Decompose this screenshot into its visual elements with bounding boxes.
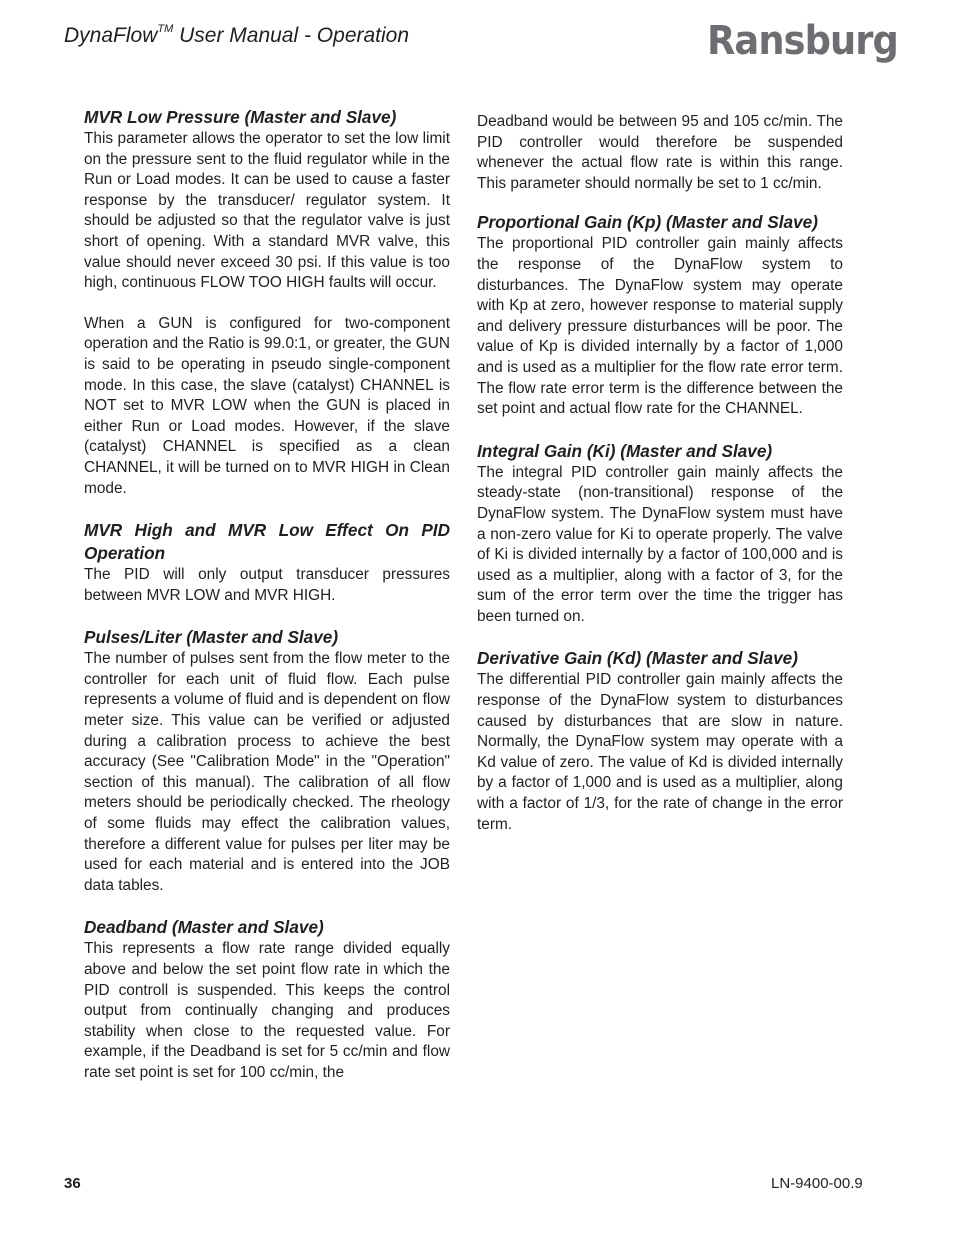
left-column xyxy=(84,106,450,1084)
continued-paragraph: Deadband would be between 95 and 105 cc/min. The PID controller would therefore be suspended whenever the actual flow rate is within this range. This parameter should normally be set to 1 cc/min. xyxy=(477,113,843,192)
trademark-mark: TM xyxy=(157,23,174,35)
section-heading: Proportional Gain (Kp) (Master and Slave) xyxy=(477,212,818,233)
section-paragraph: The proportional PID controller gain mainly affects the response of the DynaFlow system to disturbances. The DynaFlow system may operate with Kp at zero, however response to material supply and delivery pressure disturbances will be poor. The value of Kp is divided internally by a factor of 1,000 and is used as a multiplier for the flow rate error term. The flow rate error term is the difference between the set point and actual flow rate for the CHANNEL. xyxy=(477,235,843,418)
ransburg-logo: Ransburg xyxy=(707,18,898,64)
document-number: LN-9400-00.9 xyxy=(771,1175,863,1192)
section-paragraph: When a GUN is configured for two-component operation and the Ratio is 99.0:1, or greater, the GUN is said to be operating in pseudo single-component mode. In this case, the slave (catalyst) CHANNEL is NOT set to MVR LOW when the GUN is placed in either Run or Load modes. However, if the slave (catalyst) CHANNEL is specified as a clean CHANNEL, it will be turned on to MVR HIGH in Clean mode. xyxy=(84,314,450,497)
section-paragraph: This represents a flow rate range divided equally above and below the set point flow rate in which the PID controll is suspended. This keeps the control output from continually changing and produces stability when close to the requested value. For example, if the Deadband is set for 5 cc/min and flow rate set point is set for 100 cc/min, the xyxy=(84,940,450,1081)
section-heading: Deadband (Master and Slave) xyxy=(84,917,324,938)
section-paragraph: The number of pulses sent from the flow meter to the controller for each unit of fluid flow. Each pulse represents a volume of fluid and is dependent on flow meter size. This value can be verified or adjusted during a calibration process to achieve the best accuracy (See "Calibration Mode" in the "Operation" section of this manual). The calibration of all flow meters should be periodically checked. The rheology of some fluids may effect the calibration values, therefore a different value for pulses per liter may be used for each material and is entered into the JOB data tables. xyxy=(84,650,450,894)
section-paragraph: This parameter allows the operator to set the low limit on the pressure sent to the fluid regulator while in the Run or Load modes. It can be used to cause a faster response by the transducer/ regulator system. It should be adjusted so that the regulator valve is just short of opening. With a standard MVR valve, this value should never exceed 30 psi. If this value is too high, continuous FLOW TOO HIGH faults will occur. xyxy=(84,130,450,292)
section-heading: Pulses/Liter (Master and Slave) xyxy=(84,627,339,648)
section-paragraph: The PID will only output transducer pressures between MVR LOW and MVR HIGH. xyxy=(84,566,450,604)
section-paragraph: The differential PID controller gain mainly affects the response of the DynaFlow system to disturbances caused by disturbances that are slow in nature. Normally, the DynaFlow system may operate with a Kd value of zero. The value of Kd is divided internally by a factor of 1,000 and is used as a multiplier, along with a factor of 1/3, for the rate of change in the error term. xyxy=(477,671,843,833)
page-title xyxy=(64,24,409,48)
section-paragraph: The integral PID controller gain mainly affects the steady-state (non-transitional) response of the DynaFlow system. The DynaFlow system must have a non-zero value for Ki to operate properly. The valve of Ki is divided internally by a factor of 100,000 and is used as a multiplier, along with a factor of 3, for the sum of the error term over the time the trigger has been turned on. xyxy=(477,463,843,625)
section-heading: Derivative Gain (Kd) (Master and Slave) xyxy=(477,648,798,669)
section-heading: MVR Low Pressure (Master and Slave) xyxy=(84,107,397,127)
page-number: 36 xyxy=(64,1175,81,1192)
title-prefix: DynaFlow xyxy=(64,24,158,47)
section-heading: Integral Gain (Ki) (Master and Slave) xyxy=(477,440,773,461)
right-column xyxy=(477,112,843,835)
section-heading: MVR High and MVR Low Effect On PID Operation xyxy=(84,520,450,564)
title-suffix: User Manual - Operation xyxy=(173,24,410,47)
